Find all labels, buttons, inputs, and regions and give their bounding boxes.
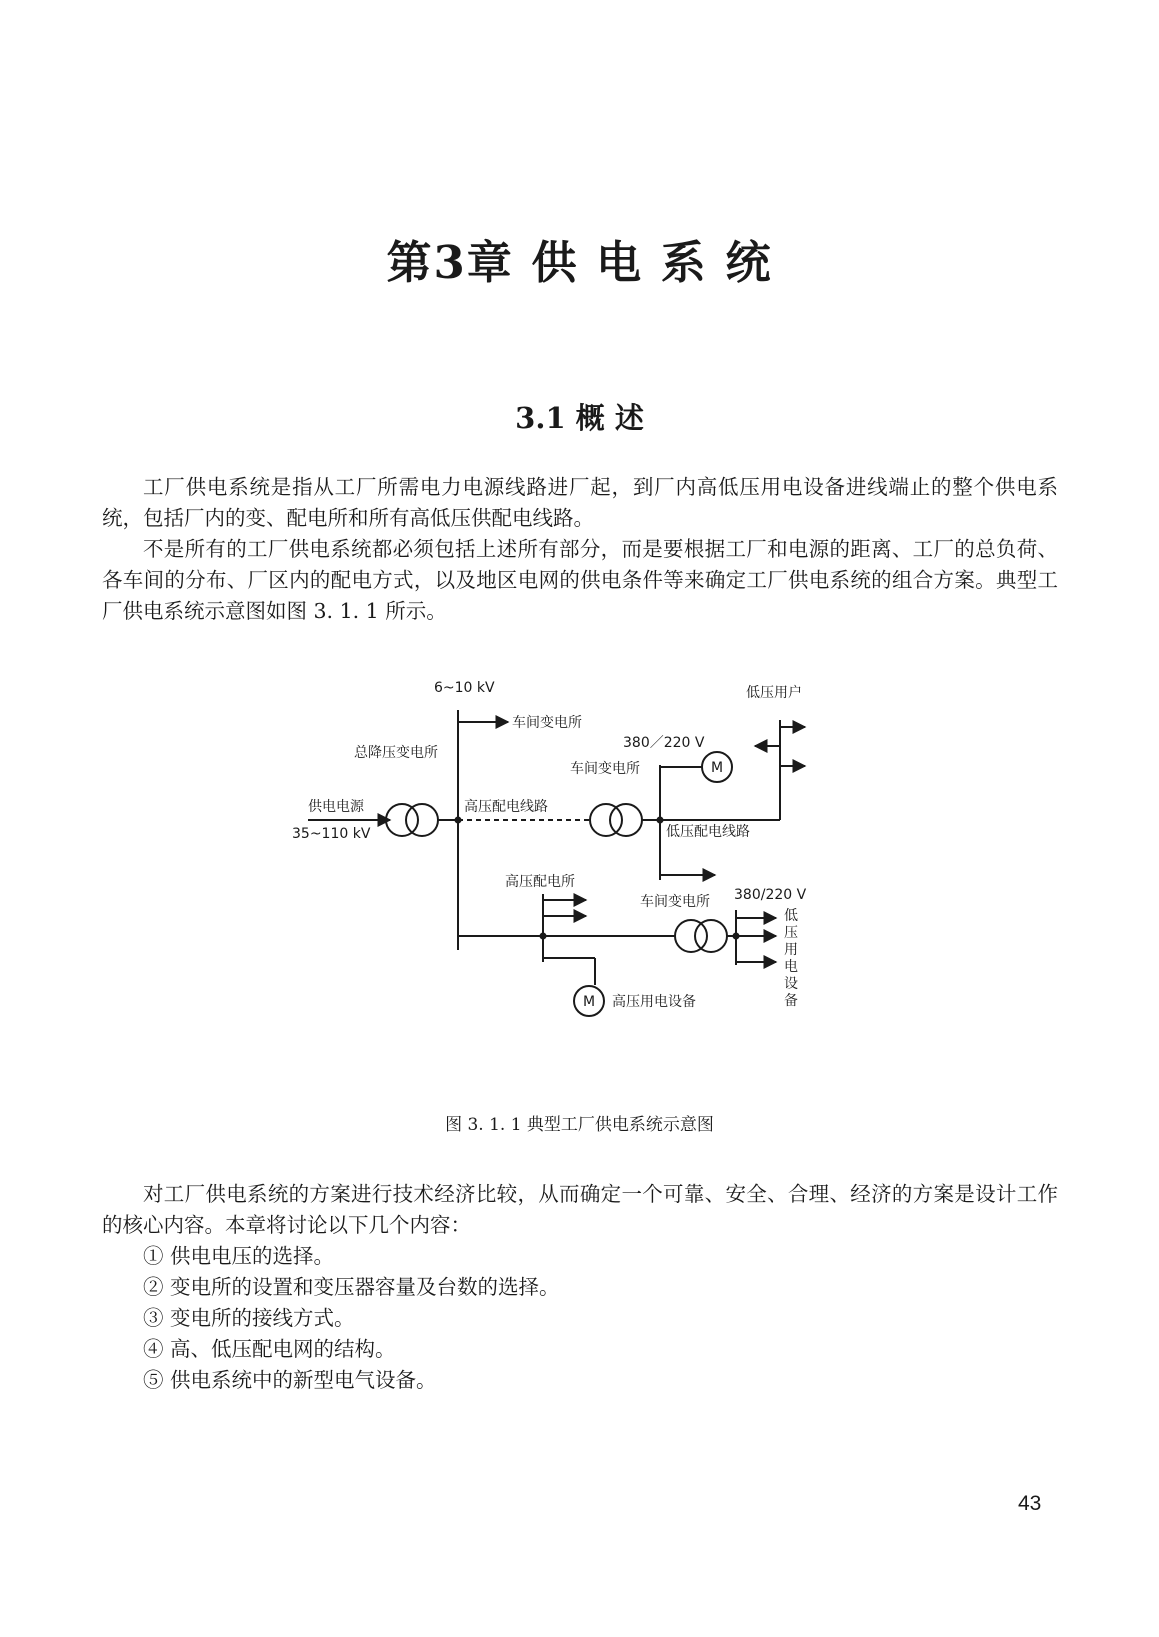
list-item: ③ 变电所的接线方式。 — [143, 1306, 355, 1330]
intro-text — [102, 472, 1058, 627]
paragraph: 工厂供电系统是指从工厂所需电力电源线路进厂起，到厂内高低压用电设备进线端止的整个供电系统，包括厂内的变、配电所和所有高低压供配电线路。 — [102, 475, 1058, 530]
label-supply-source: 供电电源 — [308, 799, 364, 815]
label-lv-equipment-3: 电 — [784, 959, 798, 975]
section-title: 3.1 概 述 — [515, 401, 644, 435]
list-item: ② 变电所的设置和变压器容量及台数的选择。 — [143, 1275, 560, 1299]
motor-label: M — [711, 760, 724, 776]
label-main-substation: 总降压变电所 — [354, 745, 438, 761]
label-lv-line: 低压配电线路 — [666, 824, 750, 840]
page-number: 43 — [1018, 1492, 1042, 1515]
label-workshop-sub-bottom: 车间变电所 — [640, 894, 710, 910]
list-item: ④ 高、低压配电网的结构。 — [143, 1337, 396, 1361]
paragraph: 对工厂供电系统的方案进行技术经济比较，从而确定一个可靠、安全、合理、经济的方案是设计工作的核心内容。本章将讨论以下几个内容： — [102, 1182, 1058, 1237]
paragraph: 不是所有的工厂供电系统都必须包括上述所有部分，而是要根据工厂和电源的距离、工厂的总负荷、各车间的分布、厂区内的配电方式，以及地区电网的供电条件等来确定工厂供电系统的组合方案。典型工厂供电系统示意图如图 3. 1. 1 所示。 — [102, 537, 1058, 623]
label-lv-equipment-1: 压 — [784, 925, 798, 941]
label-lv-users: 低压用户 — [746, 685, 802, 701]
list-item: ① 供电电压的选择。 — [143, 1244, 335, 1268]
label-lv-equipment-0: 低 — [784, 908, 798, 924]
list-item: ⑤ 供电系统中的新型电气设备。 — [143, 1368, 437, 1392]
supply-system-diagram — [290, 680, 850, 1100]
figure-caption: 图 3. 1. 1 典型工厂供电系统示意图 — [445, 1115, 714, 1135]
label-lv-equipment-5: 备 — [784, 993, 798, 1009]
label-lv-voltage-mid: 380／220 V — [623, 735, 705, 751]
label-workshop-sub-mid: 车间变电所 — [570, 761, 640, 777]
figure-labels — [290, 680, 850, 1100]
label-lv-equipment-4: 设 — [784, 976, 798, 992]
label-hv-line: 高压配电线路 — [464, 799, 548, 815]
closing-text — [102, 1179, 1058, 1396]
label-hv-bus: 6~10 kV — [434, 680, 495, 696]
label-lv-equipment-2: 用 — [784, 942, 798, 958]
label-lv-voltage-bottom: 380/220 V — [734, 887, 807, 903]
label-hv-distribution: 高压配电所 — [505, 874, 575, 890]
motor-label: M — [583, 994, 596, 1010]
label-supply-voltage: 35~110 kV — [292, 826, 371, 842]
label-workshop-sub-top: 车间变电所 — [512, 715, 582, 731]
label-hv-equipment: 高压用电设备 — [612, 994, 696, 1010]
chapter-title: 第3章 供 电 系 统 — [386, 236, 773, 289]
